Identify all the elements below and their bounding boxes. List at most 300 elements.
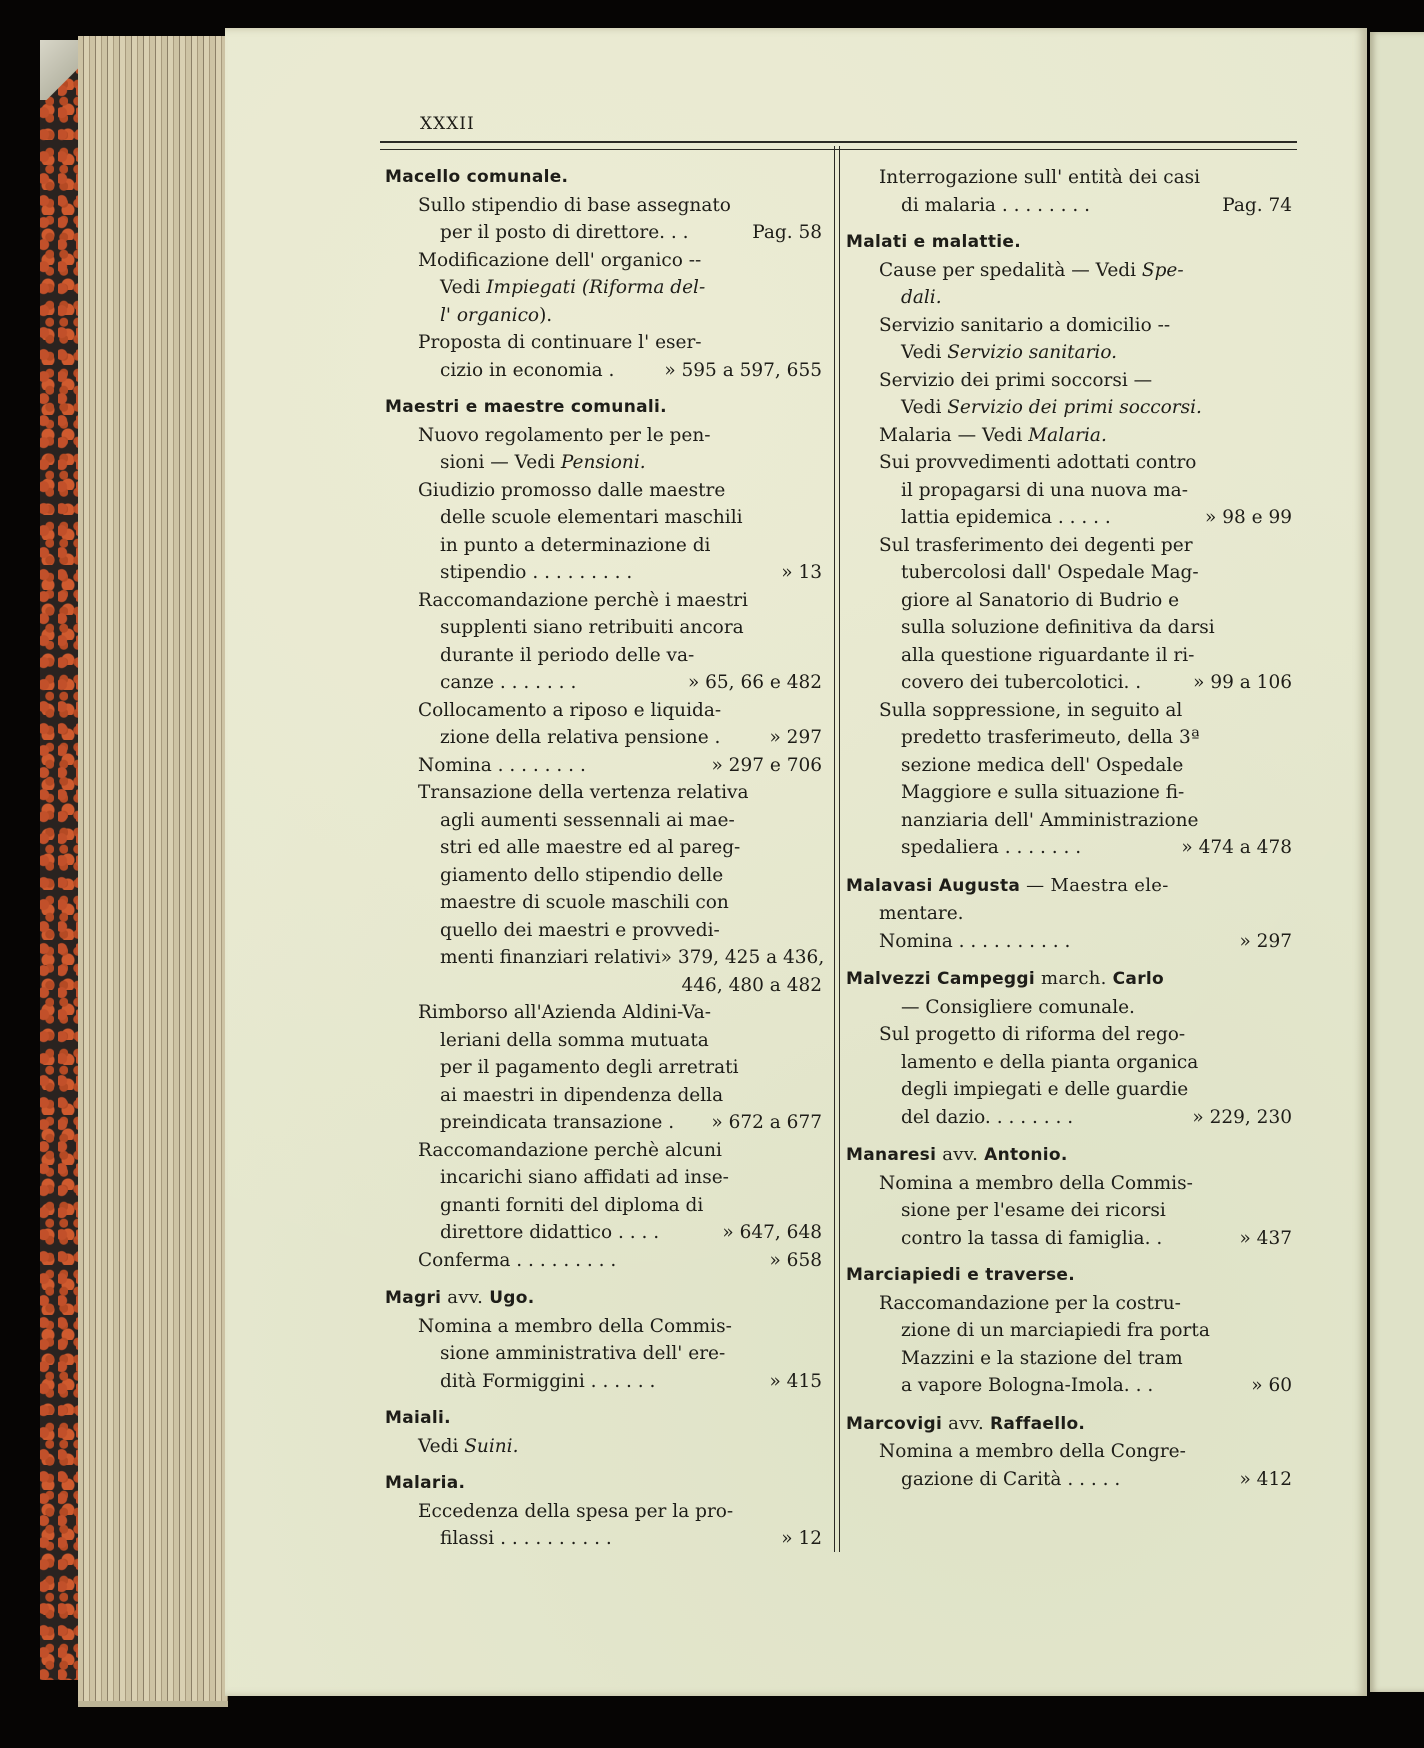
entry-line	[846, 339, 1292, 367]
entry-text	[440, 837, 740, 858]
index-entry	[846, 164, 1292, 219]
index-entry	[846, 229, 1292, 862]
text-segment: sione amministrativa dell' ere-	[440, 1343, 726, 1364]
text-segment: incarichi siano affidati ad inse-	[440, 1167, 729, 1188]
cross-reference: Impiegati (Riforma del-	[486, 277, 706, 298]
entry-line	[846, 164, 1292, 192]
entry-line	[846, 449, 1292, 477]
entry-text	[418, 195, 731, 216]
entry-line	[846, 1466, 1292, 1494]
index-entry	[385, 164, 822, 384]
entry-text	[901, 504, 1111, 532]
entry-text	[879, 1293, 1181, 1314]
entry-heading	[385, 1284, 822, 1313]
text-segment: quello dei maestri e provvedi-	[440, 919, 720, 941]
page-reference: » 658	[769, 1249, 822, 1271]
text-segment: contro la tassa di famiglia. .	[901, 1227, 1163, 1249]
page-reference: » 647, 648	[722, 1222, 822, 1243]
page-reference: » 412	[1239, 1468, 1292, 1490]
heading-main: Malavasi Augusta	[846, 875, 1021, 896]
page-number: XXXII	[420, 114, 475, 134]
entry-line	[846, 477, 1292, 505]
entry-heading	[846, 1410, 1292, 1439]
entry-heading	[846, 229, 1292, 257]
entry-text	[901, 480, 1188, 501]
entry-line	[846, 422, 1292, 450]
entry-line	[385, 917, 822, 945]
facing-page-edge	[1370, 32, 1424, 1692]
text-segment: Cause per spedalità — Vedi	[879, 259, 1142, 281]
entry-line	[385, 532, 822, 560]
text-segment: nanziaria dell' Amministrazione	[901, 809, 1199, 831]
cross-reference: Suini.	[464, 1435, 519, 1457]
heading-main: Macello comunale.	[385, 167, 569, 187]
text-segment: leriani della somma mutuata	[440, 1029, 709, 1051]
text-segment: per il posto di direttore. . .	[440, 222, 689, 243]
entry-text	[440, 219, 689, 247]
text-segment: sulla soluzione definitiva da darsi	[901, 617, 1215, 638]
entry-text	[879, 315, 1170, 336]
entry-text	[440, 810, 735, 831]
entry-line	[846, 257, 1292, 285]
entry-text	[418, 1436, 518, 1457]
text-segment: degli impiegati e delle guardie	[901, 1079, 1189, 1100]
entry-text	[901, 834, 1081, 862]
entry-text	[418, 1140, 722, 1161]
entry-line	[385, 1219, 822, 1247]
entry-text	[418, 1501, 733, 1522]
text-segment: Sul trasferimento dei degenti per	[879, 534, 1193, 556]
entry-text	[901, 1079, 1188, 1100]
text-segment: Nuovo regolamento per le pen-	[418, 424, 711, 446]
entry-text	[901, 1466, 1120, 1494]
text-segment: Collocamento a riposo e liquida-	[418, 699, 722, 721]
text-segment: Raccomandazione perchè i maestri	[418, 589, 748, 611]
page-reference: » 437	[1239, 1227, 1292, 1249]
heading-main: Maestri e maestre comunali.	[385, 397, 667, 417]
entry-line	[846, 900, 1292, 928]
entry-text	[879, 370, 1152, 391]
index-entry	[385, 1470, 822, 1553]
text-segment: Sui provvedimenti adottati contro	[879, 452, 1197, 473]
page-reference: Pag. 74	[1222, 194, 1292, 216]
text-segment: per il pagamento degli arretrati	[440, 1057, 739, 1078]
index-entry	[846, 965, 1292, 1131]
heading-qualifier: march.	[1035, 968, 1113, 989]
entry-line	[846, 1170, 1292, 1198]
entry-line	[846, 1225, 1292, 1253]
entry-line	[846, 504, 1292, 532]
index-entry	[846, 1262, 1292, 1400]
entry-line	[385, 1433, 822, 1461]
heading-qualifier: — Maestra ele-	[1020, 874, 1169, 896]
entry-text	[440, 1057, 739, 1078]
entry-line	[385, 302, 822, 330]
entry-line	[385, 1192, 822, 1220]
text-segment: covero dei tubercolotici. .	[901, 672, 1142, 693]
heading-main: Manaresi	[846, 1145, 937, 1165]
entry-text	[418, 480, 725, 501]
entry-text	[901, 192, 1090, 220]
entry-text	[440, 305, 552, 326]
index-entry	[385, 1405, 822, 1460]
page-reference: » 60	[1251, 1375, 1292, 1396]
heading-main: Malaria.	[385, 1473, 466, 1493]
entry-text	[440, 507, 743, 528]
entry-line	[385, 1027, 822, 1055]
entry-text	[440, 920, 720, 941]
entry-text	[879, 1441, 1186, 1462]
heading-main: Magri	[385, 1288, 442, 1308]
page-reference: » 98 e 99	[1205, 507, 1292, 528]
entry-text	[440, 645, 694, 666]
entry-text	[418, 1247, 616, 1275]
entry-line	[385, 889, 822, 917]
entry-line	[385, 807, 822, 835]
entry-line	[385, 669, 822, 697]
heading-main: Malvezzi Campeggi	[846, 969, 1035, 989]
entry-line	[385, 972, 822, 1000]
entry-text	[418, 590, 748, 611]
text-segment: sezione medica dell' Ospedale	[901, 754, 1184, 776]
entry-line	[385, 1164, 822, 1192]
cross-reference: Malaria.	[1028, 424, 1107, 446]
text-segment: Nomina a membro della Commis-	[879, 1172, 1193, 1194]
entry-line	[846, 669, 1292, 697]
page-reference: » 379, 425 a 436,	[660, 947, 825, 968]
text-segment: giore al Sanatorio di Budrio e	[901, 589, 1180, 611]
text-segment: filassi . . . . . . . . . .	[440, 1528, 612, 1549]
entry-line	[846, 192, 1292, 220]
entry-heading	[385, 164, 822, 192]
entry-text	[879, 452, 1196, 473]
text-segment: Malaria — Vedi	[879, 424, 1029, 446]
entry-text	[901, 755, 1183, 776]
entry-text	[901, 397, 1202, 418]
column-divider	[834, 146, 840, 1552]
text-segment: alla questione riguardante il ri-	[901, 644, 1195, 666]
text-segment: Sul progetto di riforma del rego-	[879, 1024, 1186, 1045]
entry-text	[901, 1200, 1166, 1221]
entry-text	[879, 700, 1182, 721]
text-segment: Nomina . . . . . . . .	[418, 754, 586, 776]
text-segment: preindicata transazione .	[440, 1112, 675, 1133]
entry-line	[846, 1438, 1292, 1466]
text-segment: delle scuole elementari maschili	[440, 507, 743, 528]
text-segment: lattia epidemica . . . . .	[901, 507, 1111, 528]
text-segment: direttore didattico . . . .	[440, 1222, 660, 1243]
entry-text	[901, 782, 1184, 803]
entry-line	[385, 834, 822, 862]
entry-line	[385, 1082, 822, 1110]
entry-line	[846, 559, 1292, 587]
text-segment: Giudizio promosso dalle maestre	[418, 479, 726, 501]
entry-text	[901, 727, 1200, 748]
entry-line	[385, 587, 822, 615]
entry-text	[440, 1219, 659, 1247]
entry-line	[385, 274, 822, 302]
entry-heading	[385, 1470, 822, 1498]
entry-line	[846, 532, 1292, 560]
text-segment: Interrogazione sull' entità dei casi	[879, 167, 1201, 188]
entry-line	[846, 697, 1292, 725]
text-segment: Transazione della vertenza relativa	[418, 782, 749, 803]
page-reference: » 595 a 597, 655	[664, 359, 822, 381]
heading-qualifier: avv.	[942, 1412, 991, 1434]
entry-text	[901, 562, 1199, 583]
text-segment: Mazzini e la stazione del tram	[901, 1347, 1183, 1369]
entry-line	[846, 1317, 1292, 1345]
text-segment: stipendio . . . . . . . . .	[440, 562, 633, 583]
text-segment: canze . . . . . . .	[440, 672, 577, 693]
entry-text	[440, 892, 729, 913]
entry-line	[385, 357, 822, 385]
entry-text	[879, 425, 1107, 446]
text-segment: dità Formiggini . . . . . .	[440, 1370, 656, 1392]
entry-text	[418, 700, 721, 721]
entry-line	[385, 724, 822, 752]
entry-heading	[385, 1405, 822, 1433]
entry-text	[440, 1167, 729, 1188]
page-reference: » 297	[1239, 930, 1292, 952]
text-segment: zione della relativa pensione .	[440, 727, 721, 748]
entry-line	[385, 614, 822, 642]
text-segment: giamento dello stipendio delle	[440, 864, 724, 886]
entry-heading	[846, 1141, 1292, 1170]
text-segment: Proposta di continuare l' eser-	[418, 332, 702, 353]
text-segment: sione per l'esame dei ricorsi	[901, 1200, 1166, 1221]
entry-line	[385, 697, 822, 725]
entry-line	[385, 944, 825, 972]
heading-given-name: Carlo	[1112, 969, 1164, 989]
entry-line	[846, 1021, 1292, 1049]
text-segment: Vedi	[440, 277, 487, 298]
entry-line	[385, 1340, 822, 1368]
entry-line	[846, 1076, 1292, 1104]
text-segment: Eccedenza della spesa per la pro-	[418, 1500, 734, 1522]
entry-line	[846, 1345, 1292, 1373]
entry-text	[440, 669, 576, 697]
entry-line	[846, 994, 1292, 1022]
entry-line	[385, 449, 822, 477]
entry-text	[901, 1320, 1210, 1341]
entry-text	[418, 752, 586, 780]
text-segment: stri ed alle maestre ed al pareg-	[440, 837, 741, 858]
text-segment: Sulla soppressione, in seguito al	[879, 699, 1183, 721]
entry-text	[418, 1002, 711, 1023]
entry-text	[901, 617, 1215, 638]
entry-text	[418, 782, 749, 803]
index-entry	[385, 394, 825, 1274]
entry-line	[385, 999, 822, 1027]
page-reference: 446, 480 a 482	[681, 974, 822, 996]
text-segment: supplenti siano retribuiti ancora	[440, 617, 744, 638]
entry-text	[440, 559, 632, 587]
text-segment: gazione di Carità . . . . .	[901, 1468, 1121, 1490]
entry-line	[385, 1525, 822, 1553]
text-segment: Modificazione dell' organico --	[418, 249, 702, 271]
heading-qualifier: avv.	[441, 1287, 490, 1308]
page-reference: » 297 e 706	[711, 754, 822, 776]
entry-line	[846, 312, 1292, 340]
entry-line	[846, 1372, 1292, 1400]
text-segment: Maggiore e sulla situazione fi-	[901, 782, 1185, 803]
entry-line	[846, 394, 1292, 422]
text-segment: mentare.	[879, 903, 964, 924]
text-segment: in punto a determinazione di	[440, 534, 711, 556]
cross-reference: l' organico	[440, 304, 540, 326]
entry-line	[846, 1290, 1292, 1318]
entry-line	[846, 614, 1292, 642]
entry-text	[440, 1030, 709, 1051]
entry-line	[846, 779, 1292, 807]
entry-text	[440, 1343, 725, 1364]
page-reference: » 297	[769, 727, 822, 748]
entry-line	[385, 504, 822, 532]
entry-line	[846, 752, 1292, 780]
text-segment: Nomina . . . . . . . . . .	[879, 930, 1071, 952]
entry-line	[385, 1313, 822, 1341]
text-segment: zione di un marciapiedi fra porta	[901, 1320, 1210, 1341]
heading-qualifier: avv.	[936, 1144, 985, 1165]
entry-line	[385, 329, 822, 357]
entry-text	[879, 1173, 1193, 1194]
entry-line	[846, 284, 1292, 312]
text-segment: Servizio sanitario a domicilio --	[879, 314, 1171, 336]
entry-line	[385, 219, 822, 247]
entry-line	[846, 807, 1292, 835]
entry-line	[846, 834, 1292, 862]
text-segment: Sullo stipendio di base assegnato	[418, 194, 731, 216]
entry-text	[901, 590, 1179, 611]
entry-heading	[846, 872, 1292, 901]
cross-reference: Servizio sanitario.	[947, 342, 1118, 363]
entry-line	[385, 247, 822, 275]
entry-line	[846, 1104, 1292, 1132]
cross-reference: Pensioni.	[560, 452, 646, 473]
text-segment: maestre di scuole maschili con	[440, 892, 729, 913]
text-segment: menti finanziari relativi	[440, 947, 661, 968]
heading-main: Marcovigi	[846, 1413, 943, 1434]
entry-text	[901, 1372, 1153, 1400]
text-segment: gnanti forniti del diploma di	[440, 1194, 704, 1216]
entry-line	[385, 1498, 822, 1526]
entry-line	[385, 752, 822, 780]
text-segment: sioni — Vedi	[440, 452, 561, 473]
text-segment: lamento e della pianta organica	[901, 1051, 1199, 1073]
entry-text	[901, 1348, 1183, 1369]
entry-text	[440, 617, 744, 638]
entry-text	[879, 260, 1184, 281]
index-entry	[846, 872, 1292, 956]
text-segment: predetto trasferimeuto, della 3ª	[901, 727, 1200, 748]
text-segment: Rimborso all'Azienda Aldini-Va-	[418, 1002, 712, 1023]
heading-main: Marciapiedi e traverse.	[846, 1265, 1076, 1285]
entry-text	[418, 250, 701, 271]
heading-given-name: Ugo.	[489, 1288, 535, 1308]
heading-main: Malati e malattie.	[846, 232, 1021, 252]
entry-text	[901, 1052, 1198, 1073]
entry-text	[901, 810, 1198, 831]
entry-heading	[846, 1262, 1292, 1290]
entry-line	[846, 642, 1292, 670]
heading-given-name: Raffaello.	[990, 1413, 1086, 1434]
entry-text	[440, 452, 646, 473]
text-segment: Nomina a membro della Congre-	[879, 1441, 1186, 1462]
entry-line	[385, 1137, 822, 1165]
text-segment: agli aumenti sessennali ai mae-	[440, 809, 735, 831]
text-segment: Conferma . . . . . . . . .	[418, 1249, 617, 1271]
entry-text	[879, 903, 964, 924]
entry-line	[846, 1197, 1292, 1225]
entry-text	[879, 167, 1200, 188]
text-segment: Raccomandazione per la costru-	[879, 1292, 1181, 1314]
index-entry	[846, 1410, 1292, 1494]
entry-text	[901, 669, 1141, 697]
text-segment: a vapore Bologna-Imola. . .	[901, 1375, 1154, 1396]
entry-text	[440, 1368, 655, 1396]
entry-text	[901, 1225, 1162, 1253]
entry-text	[418, 425, 711, 446]
entry-line	[385, 477, 822, 505]
entry-text	[440, 357, 614, 385]
entry-line	[385, 642, 822, 670]
cross-reference: Spe-	[1141, 259, 1184, 281]
text-segment: Servizio dei primi soccorsi —	[879, 369, 1153, 391]
page-reference: » 65, 66 e 482	[687, 672, 822, 693]
cross-reference: Servizio dei primi soccorsi.	[947, 397, 1202, 418]
text-segment: tubercolosi dall' Ospedale Mag-	[901, 562, 1199, 583]
entry-text	[440, 535, 710, 556]
entry-line	[385, 1109, 822, 1137]
entry-text	[901, 1104, 1073, 1132]
entry-line	[846, 587, 1292, 615]
entry-heading	[385, 394, 822, 422]
entry-line	[385, 1368, 822, 1396]
page-stack	[78, 36, 228, 1707]
text-segment: ai maestri in dipendenza della	[440, 1084, 724, 1106]
index-entry	[846, 1141, 1292, 1252]
entry-text	[901, 997, 1135, 1018]
entry-text	[901, 342, 1117, 363]
entry-line	[385, 862, 822, 890]
right-column	[846, 164, 1292, 1503]
heading-main: Maiali.	[385, 1408, 451, 1428]
entry-text	[418, 1316, 732, 1337]
entry-line	[385, 1054, 822, 1082]
entry-text	[440, 1109, 674, 1137]
text-segment: durante il periodo delle va-	[440, 644, 695, 666]
entry-line	[385, 422, 822, 450]
text-segment: Nomina a membro della Commis-	[418, 1315, 732, 1337]
index-entry	[385, 1284, 822, 1395]
entry-text	[879, 1024, 1185, 1045]
entry-text	[440, 1085, 723, 1106]
left-column	[385, 164, 825, 1563]
heading-given-name: Antonio.	[984, 1145, 1068, 1165]
text-segment: ).	[539, 304, 553, 326]
text-segment: — Consigliere comunale.	[901, 996, 1135, 1018]
text-segment: il propagarsi di una nuova ma-	[901, 479, 1188, 501]
entry-line	[385, 559, 822, 587]
entry-line	[385, 192, 822, 220]
entry-text	[901, 287, 942, 308]
page-reference: » 672 a 677	[711, 1112, 822, 1133]
page-reference: » 229, 230	[1192, 1106, 1292, 1128]
text-segment: spedaliera . . . . . . .	[901, 837, 1082, 858]
cross-reference: dali.	[901, 287, 942, 308]
text-segment: del dazio. . . . . . . .	[901, 1106, 1074, 1128]
